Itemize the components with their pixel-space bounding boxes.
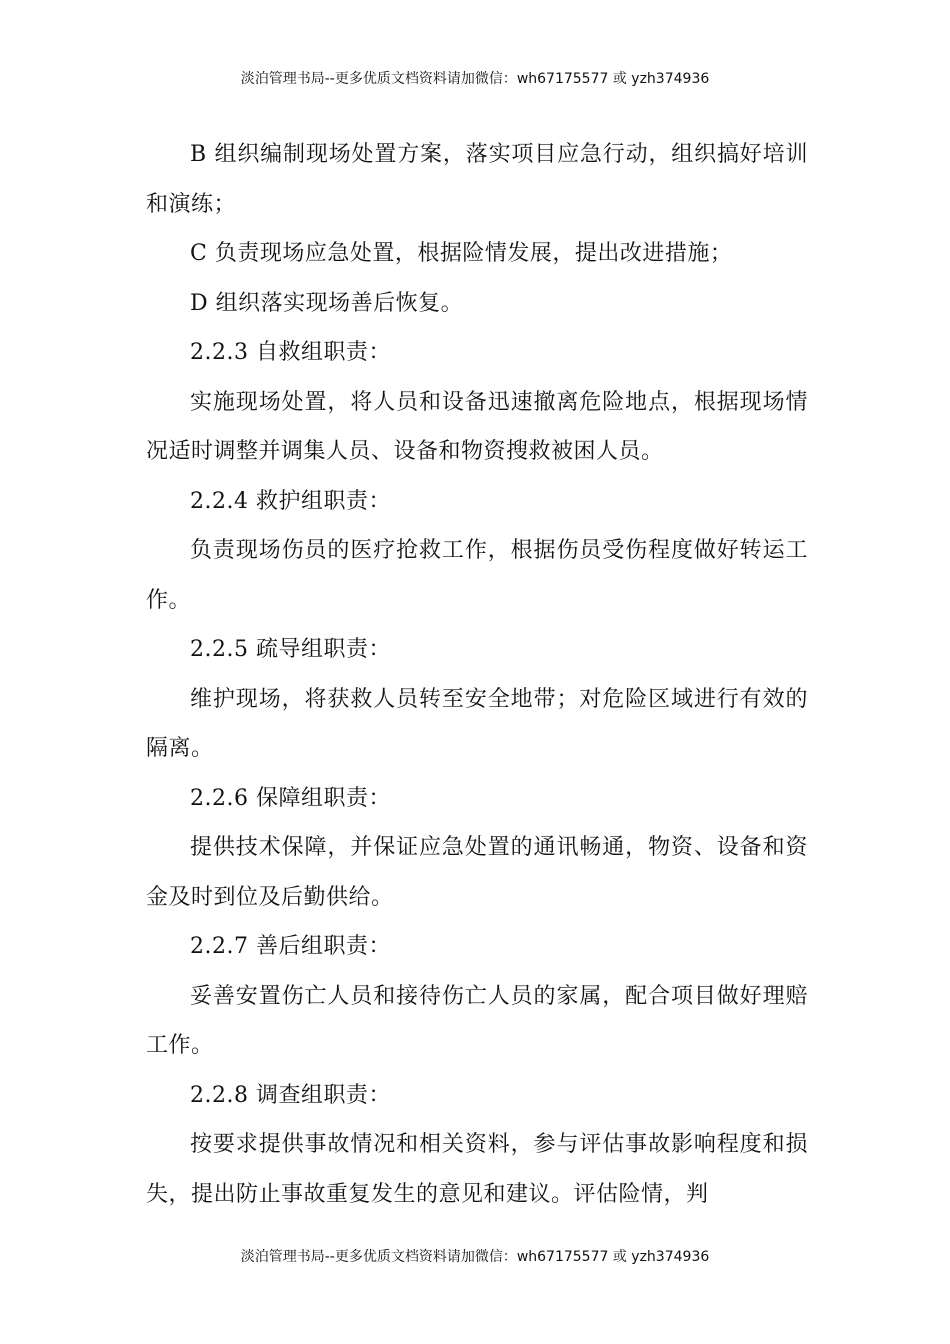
paragraph-aftermath: 妥善安置伤亡人员和接待伤亡人员的家属，配合项目做好理赔工作。 [146,983,808,1058]
page-footer: 淡泊管理书局--更多优质文档资料请加微信：wh67175577 或 yzh374936 [240,1249,710,1265]
heading-2-2-5: 2.2.5 疏导组职责： [190,637,391,662]
paragraph-duty-b: B 组织编制现场处置方案，落实项目应急行动，组织搞好培训和演练； [146,142,808,217]
heading-2-2-3: 2.2.3 自救组职责： [190,340,391,365]
paragraph-duty-d: D 组织落实现场善后恢复。 [190,290,464,316]
heading-2-2-7: 2.2.7 善后组职责： [190,934,391,959]
heading-2-2-6: 2.2.6 保障组职责： [190,785,391,811]
paragraph-duty-c: C 负责现场应急处置，根据险情发展，提出改进措施； [190,241,733,266]
heading-2-2-4: 2.2.4 救护组职责： [190,488,391,514]
paragraph-support: 提供技术保障，并保证应急处置的通讯畅通，物资、设备和资金及时到位及后勤供给。 [146,835,808,910]
paragraph-investigation: 按要求提供事故情况和相关资料，参与评估事故影响程度和损失，提出防止事故重复发生的意见和建议。评估险情，判 [146,1132,808,1207]
paragraph-evacuation: 维护现场，将获救人员转至安全地带；对危险区域进行有效的隔离。 [146,686,808,761]
paragraph-medical-rescue: 负责现场伤员的医疗抢救工作，根据伤员受伤程度做好转运工作。 [146,538,808,613]
page-header: 淡泊管理书局--更多优质文档资料请加微信：wh67175577 或 yzh374936 [240,71,710,87]
heading-2-2-8: 2.2.8 调查组职责： [190,1082,391,1108]
document-body [146,130,808,1219]
paragraph-self-rescue: 实施现场处置，将人员和设备迅速撤离危险地点，根据现场情况适时调整并调集人员、设备和物资搜救被困人员。 [146,389,808,464]
